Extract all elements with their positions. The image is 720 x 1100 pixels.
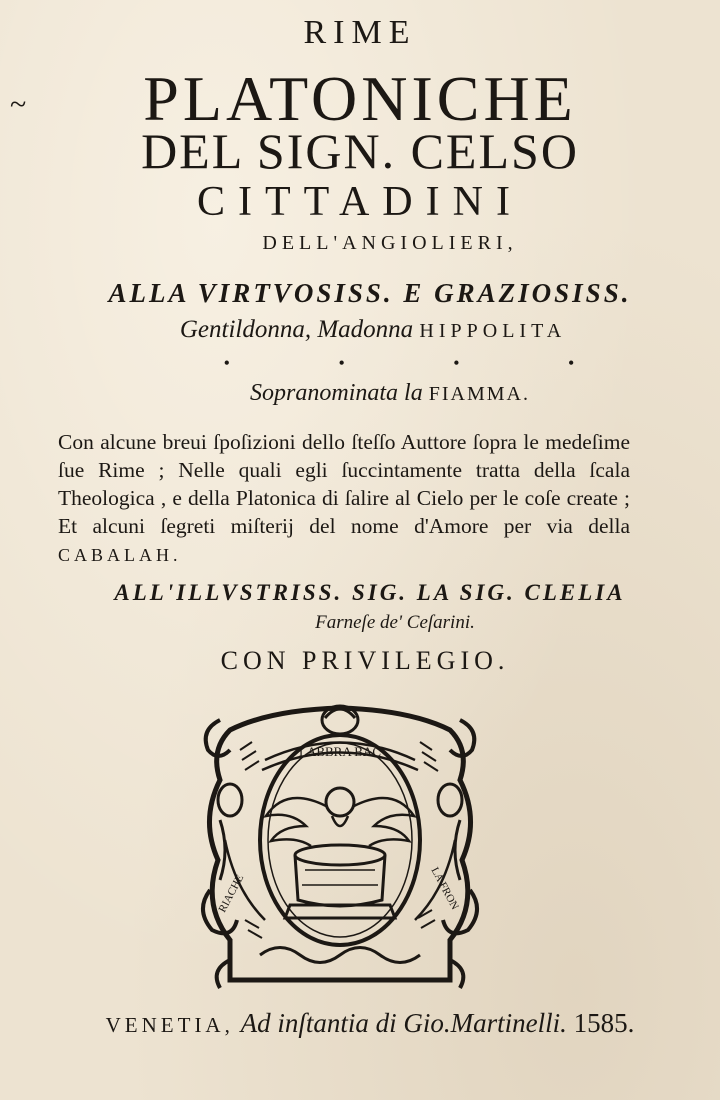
title-author-surname: CITTADINI xyxy=(197,179,523,225)
privilege-line: CON PRIVILEGIO. xyxy=(220,646,510,675)
patron-line-1: ALL'ILLVSTRISS. SIG. LA SIG. CLELIA xyxy=(114,580,626,605)
emblem-banner-top: LABBRA BAC xyxy=(299,744,381,759)
imprint-line xyxy=(0,1008,720,1039)
emblem-banner-left: RIACHE xyxy=(216,872,247,915)
title-author-family: DELL'ANGIOLIERI, xyxy=(262,232,518,254)
dedication-text: Gentildonna, Madonna xyxy=(179,316,420,343)
title-rime: RIME xyxy=(303,14,417,51)
printer-emblem xyxy=(190,690,490,1000)
dedication-line-2 xyxy=(0,316,720,344)
imprint-year: 1585. xyxy=(573,1008,635,1038)
title-author-line: DEL SIGN. CELSO xyxy=(141,123,579,179)
dedication-line-1: ALLA VIRTVOSISS. E GRAZIOSISS. xyxy=(108,278,632,308)
nickname-text: Sopranominata la xyxy=(250,380,429,406)
margin-mark: ~ xyxy=(10,88,27,121)
description-cabalah: CABALAH. xyxy=(58,545,182,565)
ornament-dots: • • • • xyxy=(223,353,627,373)
description-text: Con alcune breui ſpoſizioni dello ſteſſo Auttore ſopra le medeſime ſue Rime ; Nelle quali egli ſuccintamente tratta della ſcala Theologica , e della Platonica di ſalire al Cielo per le coſe create ; Et alcuni ſegreti miſterij del nome d'Amore per via della xyxy=(58,430,630,538)
patron-line-2: Farneſe de' Ceſarini. xyxy=(315,612,475,633)
imprint-city: VENETIA, xyxy=(105,1013,234,1037)
description-paragraph xyxy=(58,428,630,569)
nickname-value: FIAMMA. xyxy=(428,383,530,405)
dedicatee-name: HIPPOLITA xyxy=(419,320,567,342)
emblem-banner-right: LA FRON xyxy=(428,865,461,912)
title-platoniche: PLATONICHE xyxy=(143,63,577,134)
imprint-publisher: Ad inſtantia di Gio.Martinelli. xyxy=(240,1008,567,1038)
nickname-line xyxy=(0,380,720,407)
